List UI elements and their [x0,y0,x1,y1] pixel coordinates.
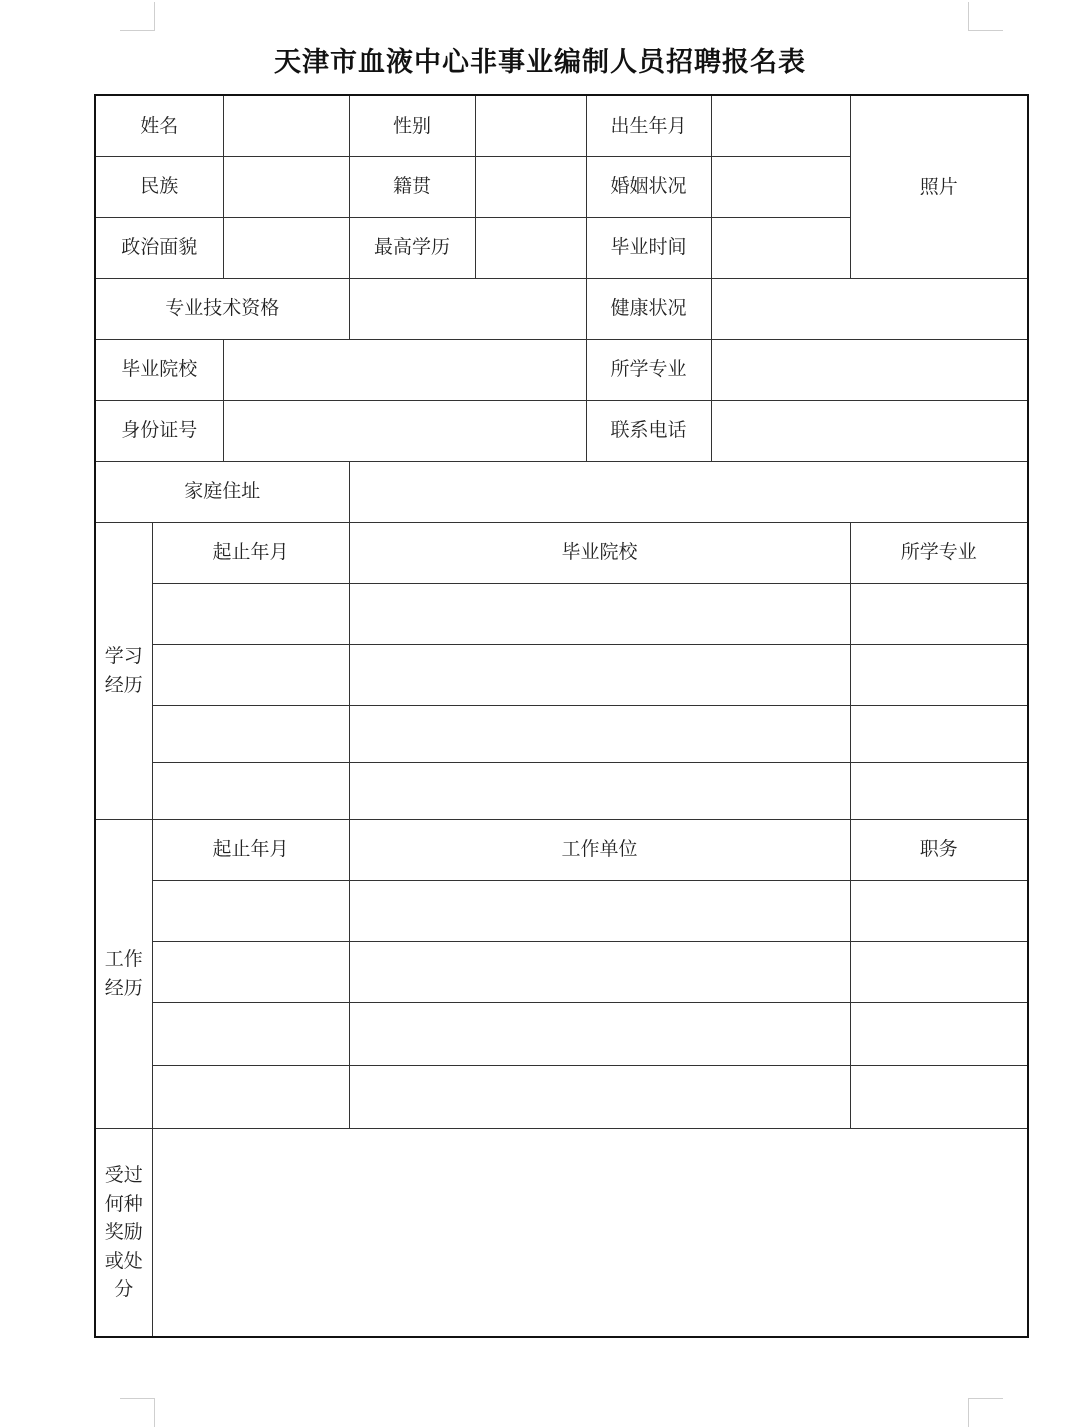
label-name: 姓名 [95,95,223,156]
work-row [95,1065,1028,1128]
field-health[interactable] [711,278,1028,339]
photo-box[interactable]: 照片 [850,95,1028,278]
work-unit-cell[interactable] [349,1002,850,1065]
work-period-cell[interactable] [152,1065,349,1128]
label-health: 健康状况 [586,278,711,339]
study-row [95,644,1028,705]
study-school-cell[interactable] [349,583,850,644]
study-school-cell[interactable] [349,762,850,819]
study-period-cell[interactable] [152,705,349,762]
study-section-label: 学习经历 [95,522,152,819]
study-row [95,762,1028,819]
field-marital[interactable] [711,156,850,217]
field-native-place[interactable] [475,156,586,217]
work-col-period: 起止年月 [152,819,349,880]
work-section-label: 工作经历 [95,819,152,1128]
work-unit-cell[interactable] [349,880,850,941]
work-row [95,941,1028,1002]
study-row [95,583,1028,644]
row-basic-4 [95,278,1028,339]
study-col-major: 所学专业 [850,522,1028,583]
label-political: 政治面貌 [95,217,223,278]
row-basic-5 [95,339,1028,400]
label-marital: 婚姻状况 [586,156,711,217]
work-col-position: 职务 [850,819,1028,880]
study-period-cell[interactable] [152,583,349,644]
field-name[interactable] [223,95,349,156]
study-major-cell[interactable] [850,705,1028,762]
label-education: 最高学历 [349,217,475,278]
row-basic-6 [95,400,1028,461]
work-period-cell[interactable] [152,941,349,1002]
label-native-place: 籍贯 [349,156,475,217]
label-birth: 出生年月 [586,95,711,156]
work-position-cell[interactable] [850,941,1028,1002]
label-address: 家庭住址 [95,461,349,522]
crop-mark-top-right [968,2,1003,31]
field-political[interactable] [223,217,349,278]
field-phone[interactable] [711,400,1028,461]
study-col-period: 起止年月 [152,522,349,583]
work-position-cell[interactable] [850,880,1028,941]
awards-section-label: 受过何种奖励或处分 [95,1128,152,1337]
study-school-cell[interactable] [349,644,850,705]
work-row [95,1002,1028,1065]
work-period-cell[interactable] [152,1002,349,1065]
work-position-cell[interactable] [850,1065,1028,1128]
study-school-cell[interactable] [349,705,850,762]
study-row [95,705,1028,762]
field-school[interactable] [223,339,586,400]
study-period-cell[interactable] [152,762,349,819]
label-qualification: 专业技术资格 [95,278,349,339]
field-address[interactable] [349,461,1028,522]
study-major-cell[interactable] [850,583,1028,644]
work-period-cell[interactable] [152,880,349,941]
crop-mark-top-left [120,2,155,31]
field-qualification[interactable] [349,278,586,339]
awards-row [95,1128,1028,1337]
work-unit-cell[interactable] [349,1065,850,1128]
label-ethnicity: 民族 [95,156,223,217]
field-education[interactable] [475,217,586,278]
field-ethnicity[interactable] [223,156,349,217]
work-row [95,880,1028,941]
study-period-cell[interactable] [152,644,349,705]
field-id-number[interactable] [223,400,586,461]
awards-field[interactable] [152,1128,1028,1337]
study-major-cell[interactable] [850,762,1028,819]
row-basic-7 [95,461,1028,522]
study-col-school: 毕业院校 [349,522,850,583]
label-id-number: 身份证号 [95,400,223,461]
row-basic-1 [95,95,1028,156]
label-school: 毕业院校 [95,339,223,400]
study-header-row [95,522,1028,583]
label-major: 所学专业 [586,339,711,400]
label-gender: 性别 [349,95,475,156]
field-grad-time[interactable] [711,217,850,278]
form-title: 天津市血液中心非事业编制人员招聘报名表 [274,47,806,78]
field-gender[interactable] [475,95,586,156]
field-birth[interactable] [711,95,850,156]
work-header-row [95,819,1028,880]
work-col-unit: 工作单位 [349,819,850,880]
field-major[interactable] [711,339,1028,400]
registration-form-table [94,94,1029,1338]
label-grad-time: 毕业时间 [586,217,711,278]
work-unit-cell[interactable] [349,941,850,1002]
work-position-cell[interactable] [850,1002,1028,1065]
label-phone: 联系电话 [586,400,711,461]
study-major-cell[interactable] [850,644,1028,705]
